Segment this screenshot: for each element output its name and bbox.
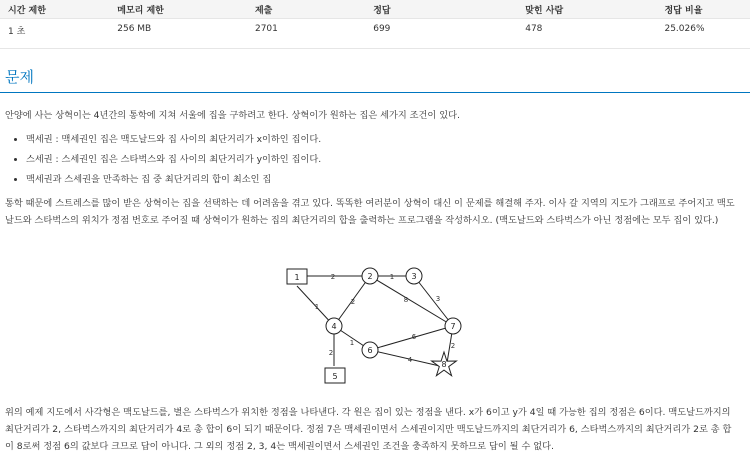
edge-weight-label: 6 <box>411 333 417 341</box>
node-label: 8 <box>441 360 447 369</box>
problem-intro: 안양에 사는 상혁이는 4년간의 통학에 지쳐 서울에 집을 구하려고 한다. 상혁이가 원하는 집은 세가지 조건이 있다. <box>5 110 460 121</box>
stats-header-solvers: 맞힌 사람 <box>517 0 656 19</box>
stats-value-memory: 256 MB <box>109 19 247 49</box>
stats-value-submit: 2701 <box>247 19 365 49</box>
stats-value-row <box>0 19 750 49</box>
stats-header-accepted: 정답 <box>365 0 517 19</box>
stats-header-submit: 제출 <box>247 0 365 19</box>
stats-value-ratio: 25.026% <box>656 19 750 49</box>
condition-item: • 맥세권 : 맥세권인 집은 맥도날드와 집 사이의 최단거리가 x이하인 집이다. <box>26 130 726 150</box>
problem-stats-table <box>0 0 750 49</box>
node-label: 4 <box>331 322 337 331</box>
node-label: 1 <box>294 273 300 282</box>
node-label: 5 <box>332 372 338 381</box>
problem-heading: 문제 <box>5 68 34 86</box>
condition-item: • 스세권 : 스세권인 집은 스타벅스와 집 사이의 최단거리가 y이하인 집이다. <box>26 150 726 170</box>
stats-header-memory: 메모리 제한 <box>109 0 247 19</box>
problem-paragraph: 통학 때문에 스트레스를 많이 받은 상혁이는 집을 선택하는 데 어려움을 겪고 있다. 똑똑한 여러분이 상혁이 대신 이 문제를 해결해 주자. 이사 갈 지역의 지도가 그래프로 주어지고 맥도날드와 스타벅스의 위치가 정점 번호로 주어질 때 상혁이가 원하는 집의 최단거리의 합을 출력하는 프로그램을 작성하시오. (맥도날드와 스타벅스가 아닌 정점에는 모두 집이 있다.) <box>5 198 735 226</box>
stats-value-accepted: 699 <box>365 19 517 49</box>
example-graph-diagram <box>282 266 467 386</box>
edge-weight-label: 2 <box>330 273 336 281</box>
edge-weight-label: 4 <box>407 356 413 364</box>
stats-header-row <box>0 0 750 19</box>
condition-list <box>0 130 726 190</box>
edge-weight-label: 1 <box>389 273 395 281</box>
edge-weight-label: 3 <box>435 295 441 303</box>
problem-explanation: 위의 예제 지도에서 사각형은 맥도날드를, 별은 스타벅스가 위치한 정점을 나타낸다. 각 원은 집이 있는 정점을 낸다. x가 6이고 y가 4일 때 가능한 집의 정점은 6이다. 맥도날드까지의 최단거리가 2, 스타벅스까지의 최단거리가 4로 총 합이 6이 되기 때문이다. 정점 7은 맥세권이면서 스세권이지만 맥도날드까지의 최단거리가 6, 스타벅스까지의 최단거리가 2로 총 합이 8로써 정점 6의 값보다 크므로 답이 아니다. 그 외의 정점 2, 3, 4는 맥세권이면서 스세권인 조건을 충족하지 못하므로 답이 될 수 없다. <box>5 407 732 452</box>
stats-header-ratio: 정답 비율 <box>656 0 750 19</box>
stats-header-time: 시간 제한 <box>0 0 109 19</box>
node-label: 3 <box>411 272 417 281</box>
problem-heading-section <box>0 62 750 93</box>
edge-weight-label: 1 <box>314 303 320 311</box>
node-label: 6 <box>367 346 373 355</box>
node-label: 7 <box>450 322 456 331</box>
node-label: 2 <box>367 272 373 281</box>
stats-value-time: 1 초 <box>0 19 109 49</box>
edge-weight-label: 2 <box>328 349 334 357</box>
edge-weight-label: 2 <box>450 342 456 350</box>
edge-weight-label: 8 <box>403 296 409 304</box>
edge-weight-label: 1 <box>349 339 355 347</box>
stats-value-solvers: 478 <box>517 19 656 49</box>
graph-edge <box>414 276 453 326</box>
condition-item: • 맥세권과 스세권을 만족하는 집 중 최단거리의 합이 최소인 집 <box>26 170 726 190</box>
edge-weight-label: 2 <box>350 298 356 306</box>
